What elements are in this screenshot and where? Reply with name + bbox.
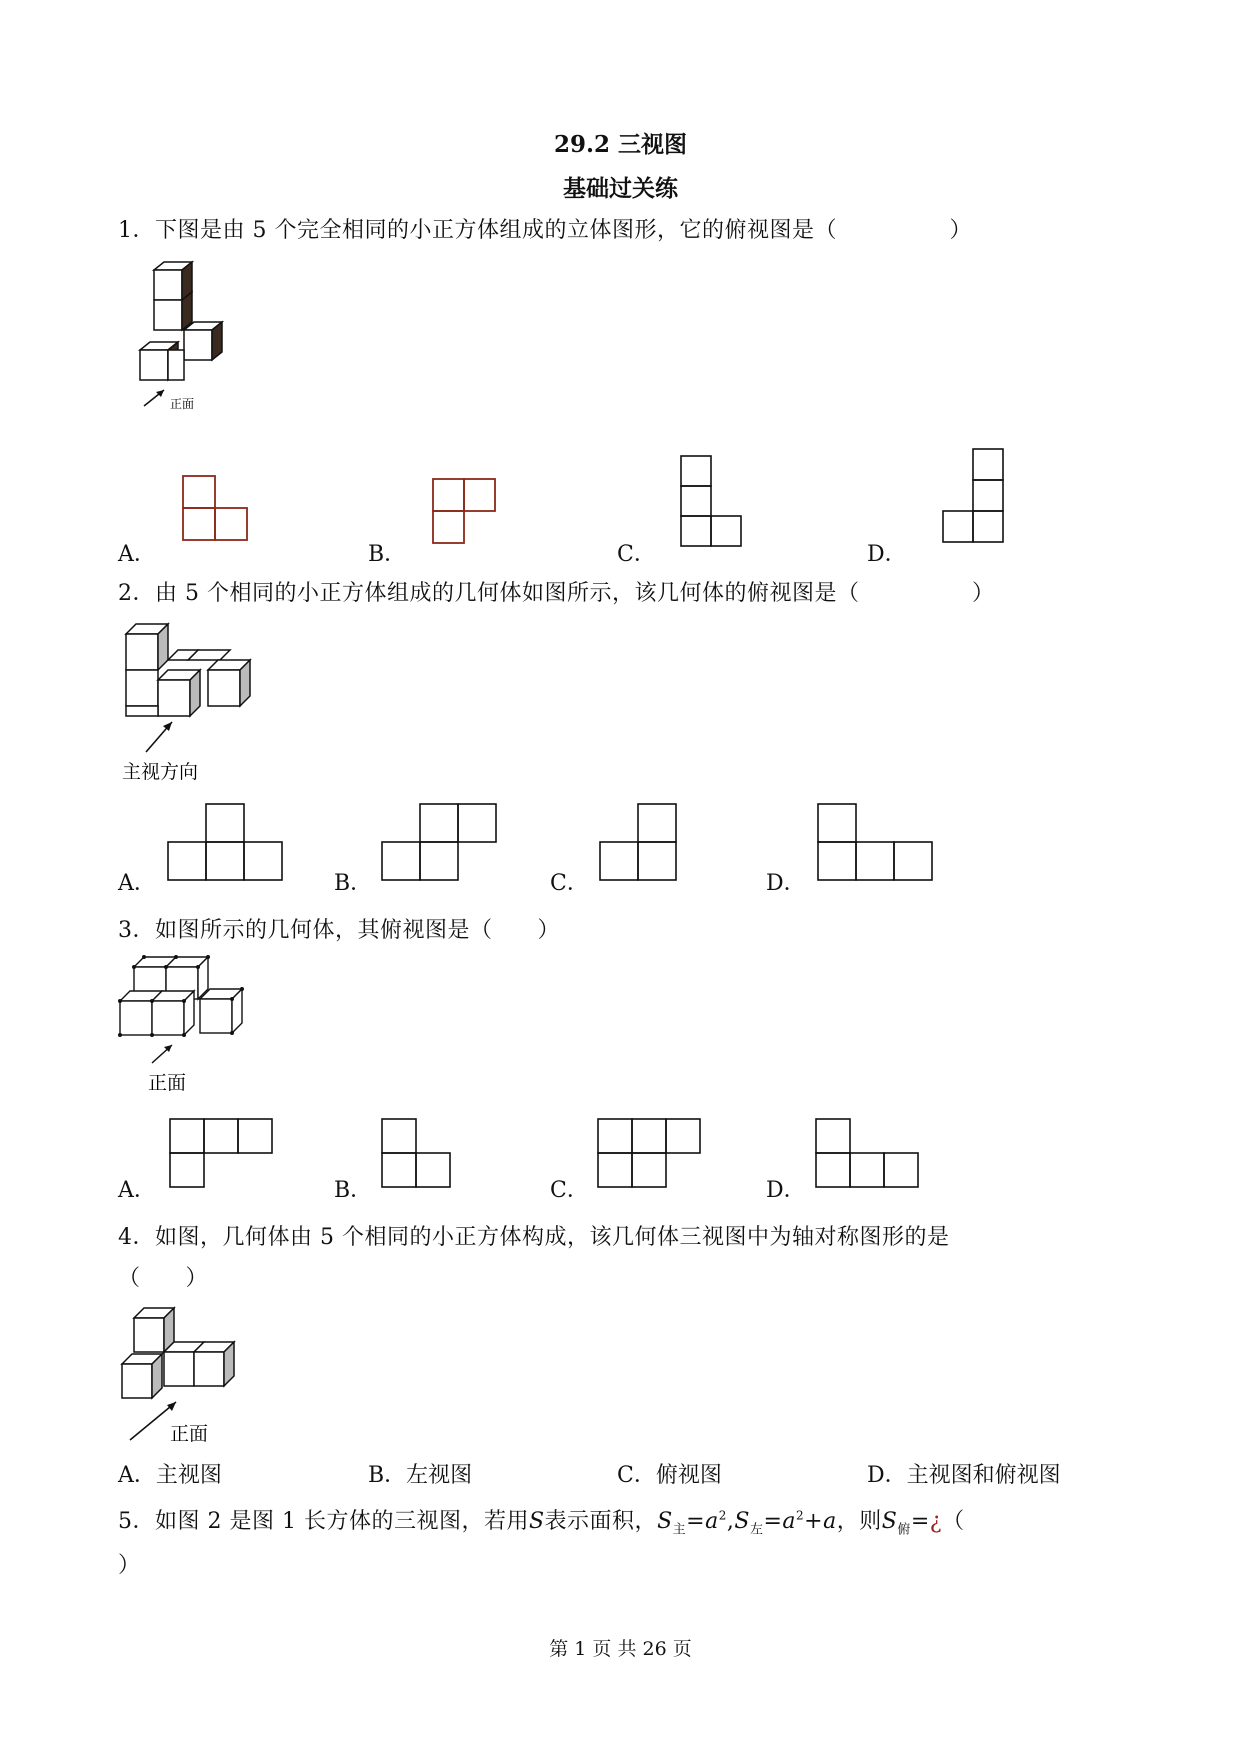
q1-option-b-label[interactable]: B． [368, 542, 407, 567]
q3-option-a-label[interactable]: A． [118, 1178, 156, 1203]
question-3-figure-caption: 正面 [148, 1072, 187, 1094]
q3-option-a-figure [168, 1117, 278, 1197]
question-4-text: 4．如图，几何体由 5 个相同的小正方体构成，该几何体三视图中为轴对称图形的是 [118, 1225, 950, 1250]
question-4-figure-caption: 正面 [170, 1423, 209, 1445]
q3-option-b-label[interactable]: B． [334, 1178, 373, 1203]
q3-option-c-figure [596, 1117, 706, 1197]
question-1-figure [140, 262, 260, 412]
question-2-figure-caption: 主视方向 [122, 761, 199, 783]
q2-option-c-figure [598, 802, 688, 892]
q1-option-a-label[interactable]: A． [118, 542, 156, 567]
q3-option-c-label[interactable]: C． [550, 1178, 589, 1203]
q3-option-b-figure [380, 1117, 460, 1197]
q2-option-d-label[interactable]: D． [766, 871, 806, 896]
page-footer: 第 1 页 共 26 页 [549, 1638, 692, 1660]
q2-option-c-label[interactable]: C． [550, 871, 589, 896]
q4-option-d[interactable]: D．主视图和俯视图 [867, 1463, 1061, 1488]
q2-option-a-figure [166, 802, 296, 892]
question-1-figure-caption: 正面 [170, 397, 195, 411]
question-5-text: 5．如图 2 是图 1 长方体的三视图，若用S表示面积，$S_主=a^2,S_左=a^2+a$，则$S_俯=¿$（ [118, 1508, 965, 1538]
q2-option-d-figure [816, 802, 946, 892]
question-2-figure [122, 622, 282, 782]
formula-s-top: $S_俯$ [881, 1509, 911, 1538]
question-2-text: 2．由 5 个相同的小正方体组成的几何体如图所示，该几何体的俯视图是（ ） [118, 581, 995, 606]
q1-option-b-figure [432, 478, 502, 548]
q2-option-b-figure [380, 802, 510, 892]
formula-s-main: $S_主$ [657, 1509, 687, 1538]
question-4-bracket: （ ） [118, 1266, 209, 1291]
q4-option-c[interactable]: C．俯视图 [617, 1463, 722, 1488]
q1-option-a-figure [182, 475, 252, 545]
question-4-figure [120, 1306, 260, 1446]
q1-option-d-figure [940, 448, 1010, 548]
q1-option-c-figure [680, 455, 760, 550]
q3-option-d-label[interactable]: D． [766, 1178, 806, 1203]
question-1-text: 1．下图是由 5 个完全相同的小正方体组成的立体图形，它的俯视图是（ ） [118, 218, 972, 243]
page-title: 29.2 三视图 [553, 131, 688, 158]
q4-option-b[interactable]: B．左视图 [368, 1463, 473, 1488]
q4-option-a[interactable]: A．主视图 [118, 1463, 222, 1488]
q3-option-d-figure [814, 1117, 924, 1197]
q1-option-d-label[interactable]: D． [867, 542, 907, 567]
question-3-text: 3．如图所示的几何体，其俯视图是（ ） [118, 918, 560, 943]
question-3-figure [118, 955, 268, 1095]
question-5-bracket-close: ） [118, 1553, 141, 1578]
section-subtitle: 基础过关练 [563, 175, 678, 202]
formula-s-left: $S_左$ [734, 1509, 764, 1538]
q1-option-c-label[interactable]: C． [617, 542, 656, 567]
q2-option-b-label[interactable]: B． [334, 871, 373, 896]
q2-option-a-label[interactable]: A． [118, 871, 156, 896]
